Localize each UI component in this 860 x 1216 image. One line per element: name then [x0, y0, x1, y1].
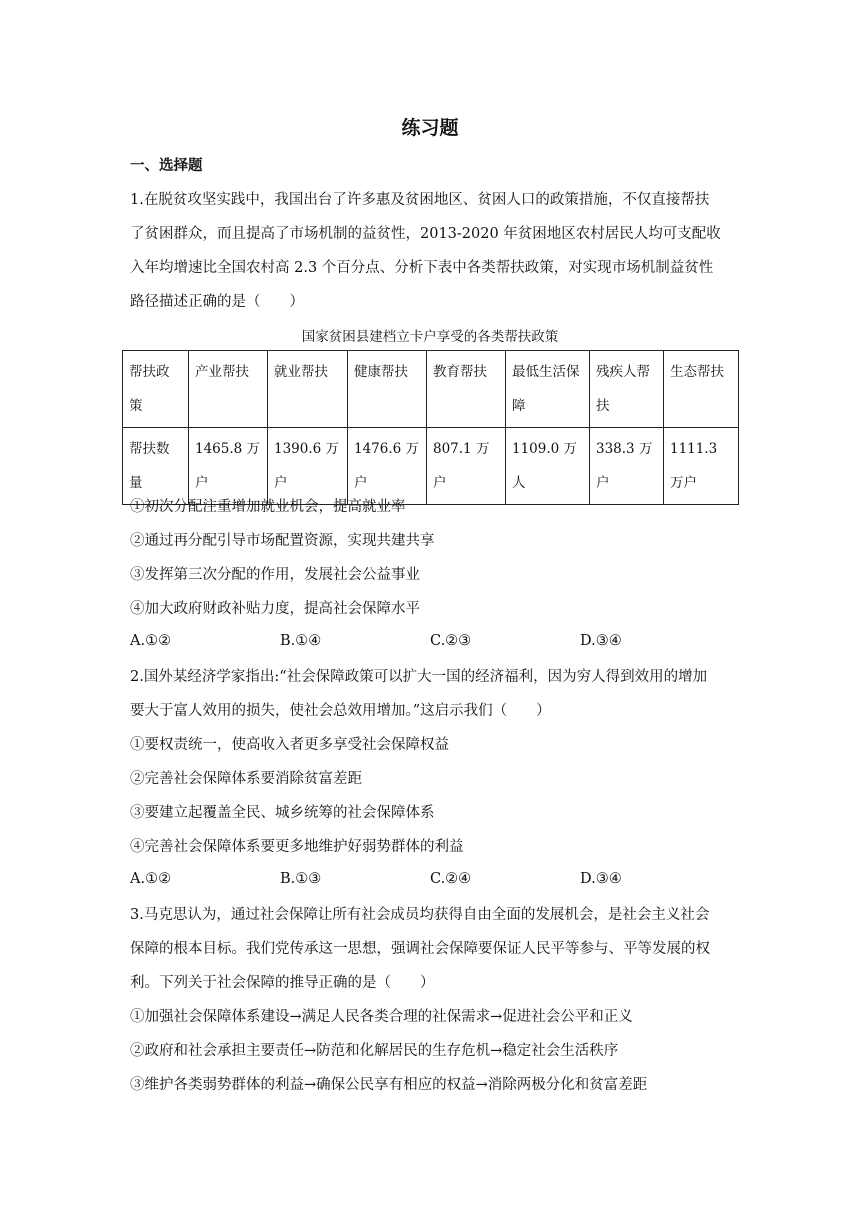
table-cell: 1111.3 万户 — [664, 428, 739, 505]
option-a: A.①② — [130, 633, 172, 649]
q2-stem-line: 2.国外某经济学家指出:“社会保障政策可以扩大一国的经济福利，因为穷人得到效用的增加 — [130, 669, 708, 685]
q2-item: ②完善社会保障体系要消除贫富差距 — [130, 771, 362, 787]
q1-stem-line: 入年均增速比全国农村高 2.3 个百分点、分析下表中各类帮扶政策，对实现市场机制益贫性 — [130, 260, 714, 276]
q2-item: ①要权责统一，使高收入者更多享受社会保障权益 — [130, 737, 449, 753]
table-cell: 帮扶政策 — [123, 351, 189, 428]
policy-table — [122, 350, 739, 505]
table-cell: 残疾人帮扶 — [590, 351, 664, 428]
table-cell: 最低生活保障 — [506, 351, 590, 428]
option-d: D.③④ — [580, 633, 622, 649]
q3-stem-line: 利。下列关于社会保障的推导正确的是（ ） — [130, 975, 435, 991]
q3-item: ②政府和社会承担主要责任→防范和化解居民的生存危机→稳定社会生活秩序 — [130, 1043, 619, 1059]
table-cell: 1109.0 万人 — [506, 428, 590, 505]
table-header-row — [123, 351, 739, 428]
table-cell: 1390.6 万户 — [268, 428, 348, 505]
q1-stem-line: 路径描述正确的是（ ） — [130, 294, 304, 310]
option-b: B.①④ — [280, 633, 322, 649]
q3-stem-line: 3.马克思认为，通过社会保障让所有社会成员均获得自由全面的发展机会，是社会主义社会 — [130, 907, 710, 923]
q2-item: ④完善社会保障体系要更多地维护好弱势群体的利益 — [130, 839, 464, 855]
q1-item: ①初次分配注重增加就业机会，提高就业率 — [130, 499, 406, 515]
option-a: A.①② — [130, 871, 172, 887]
table-cell: 1465.8 万户 — [189, 428, 268, 505]
table-cell: 338.3 万户 — [590, 428, 664, 505]
q2-stem-line: 要大于富人效用的损失，使社会总效用增加。”这启示我们（ ） — [130, 703, 551, 719]
q1-stem-line: 了贫困群众，而且提高了市场机制的益贫性，2013-2020 年贫困地区农村居民人均可支配收 — [130, 226, 721, 242]
q1-item: ④加大政府财政补贴力度，提高社会保障水平 — [130, 601, 420, 617]
option-d: D.③④ — [580, 871, 622, 887]
q3-item: ③维护各类弱势群体的利益→确保公民享有相应的权益→消除两极分化和贫富差距 — [130, 1077, 648, 1093]
option-c: C.②④ — [430, 871, 472, 887]
table-cell: 健康帮扶 — [348, 351, 427, 428]
q3-item: ①加强社会保障体系建设→满足人民各类合理的社保需求→促进社会公平和正义 — [130, 1009, 633, 1025]
table-caption: 国家贫困县建档立卡户享受的各类帮扶政策 — [301, 329, 559, 345]
table-cell: 就业帮扶 — [268, 351, 348, 428]
q3-stem-line: 保障的根本目标。我们党传承这一思想，强调社会保障要保证人民平等参与、平等发展的权 — [130, 941, 710, 957]
table-row — [123, 428, 739, 505]
table-cell: 教育帮扶 — [427, 351, 506, 428]
option-b: B.①③ — [280, 871, 322, 887]
q2-options — [130, 871, 730, 887]
option-c: C.②③ — [430, 633, 472, 649]
table-cell: 生态帮扶 — [664, 351, 739, 428]
table-cell: 1476.6 万户 — [348, 428, 427, 505]
page-title: 练习题 — [401, 117, 459, 139]
table-cell: 807.1 万户 — [427, 428, 506, 505]
section-heading: 一、选择题 — [130, 158, 203, 174]
q1-item: ③发挥第三次分配的作用，发展社会公益事业 — [130, 567, 420, 583]
q1-item: ②通过再分配引导市场配置资源，实现共建共享 — [130, 533, 435, 549]
q1-stem-line: 1.在脱贫攻坚实践中，我国出台了许多惠及贫困地区、贫困人口的政策措施，不仅直接帮扶 — [130, 192, 710, 208]
table-cell: 产业帮扶 — [189, 351, 268, 428]
table-cell: 帮扶数量 — [123, 428, 189, 505]
q2-item: ③要建立起覆盖全民、城乡统筹的社会保障体系 — [130, 805, 435, 821]
q1-options — [130, 633, 730, 649]
